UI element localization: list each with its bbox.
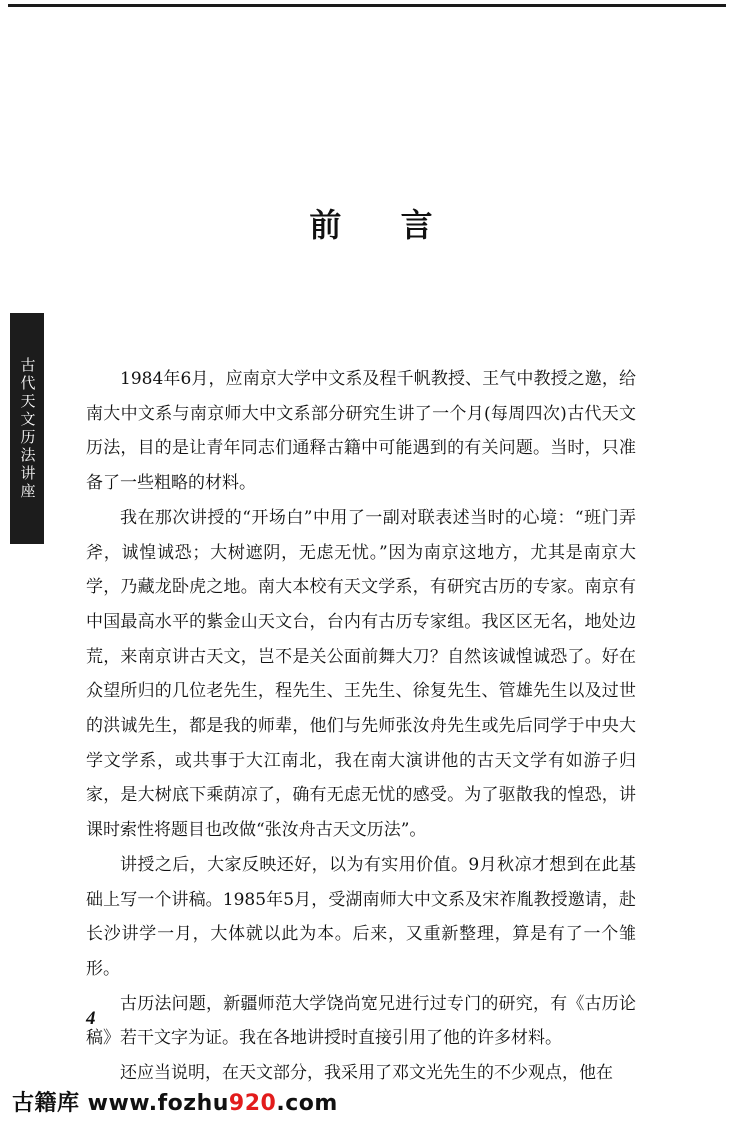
top-rule (8, 4, 726, 7)
watermark-suffix: .com (276, 1091, 338, 1116)
page-title: 前 言 (309, 206, 457, 244)
paragraph: 古历法问题，新疆师范大学饶尚宽兄进行过专门的研究，有《古历论稿》若干文字为证。我在各地讲授时直接引用了他的许多材料。 (86, 993, 636, 1049)
watermark-prefix: 古籍库 www.fozhu (12, 1091, 229, 1116)
page-number: 4 (86, 1008, 96, 1029)
side-tab (10, 313, 44, 544)
paragraph: 我在那次讲授的“开场白”中用了一副对联表述当时的心境：“班门弄斧，诚惶诚恐；大树遮阴，无虑无忧。”因为南京这地方，尤其是南京大学，乃藏龙卧虎之地。南大本校有天文学系，有研究古历的专家。南京有中国最高水平的紫金山天文台，台内有古历专家组。我区区无名，地处边荒，来南京讲古天文，岂不是关公面前舞大刀？自然该诚惶诚恐了。好在众望所归的几位老先生，程先生、王先生、徐复先生、管雄先生以及过世的洪诚先生，都是我的师辈，他们与先师张汝舟先生或先后同学于中央大学文学系，或共事于大江南北，我在南大演讲他的古天文学有如游子归家，是大树底下乘荫凉了，确有无虑无忧的感受。为了驱散我的惶恐，讲课时索性将题目也改做“张汝舟古天文历法”。 (86, 507, 636, 841)
watermark-accent: 920 (228, 1091, 277, 1116)
body-text (86, 362, 636, 1091)
site-watermark (12, 1086, 338, 1117)
side-tab-label: 古代天文历法讲座 (18, 356, 37, 501)
paragraph: 1984年6月，应南京大学中文系及程千帆教授、王气中教授之邀，给南大中文系与南京师大中文系部分研究生讲了一个月(每周四次)古代天文历法，目的是让青年同志们通释古籍中可能遇到的有关问题。当时，只准备了一些粗略的材料。 (86, 369, 636, 494)
paragraph: 还应当说明，在天文部分，我采用了邓文光先生的不少观点，他在 (120, 1063, 613, 1084)
paragraph: 讲授之后，大家反映还好，以为有实用价值。9月秋凉才想到在此基础上写一个讲稿。1985年5月，受湖南师大中文系及宋祚胤教授邀请，赴长沙讲学一月，大体就以此为本。后来，又重新整理，算是有了一个雏形。 (86, 854, 636, 979)
